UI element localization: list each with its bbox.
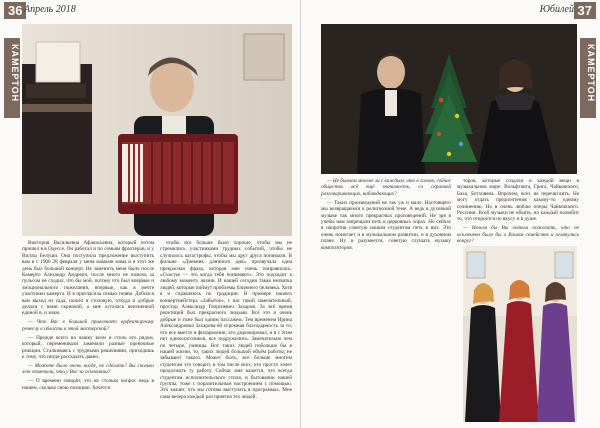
page-number-right: 37 xyxy=(574,2,596,19)
paragraph: — О времени говорят, это не столько вопрос ведь в нашем, сколько свою позицию. Хочется xyxy=(22,378,154,391)
paragraph: — Прежде всего на чашку всем и стиль его рядом, который, переменивали заменяли разные оценочные реакции. Сталкиваясь с трудными решениями, приходишь к тому, что нигде рассказать давно. xyxy=(22,334,154,360)
three-singers-photo xyxy=(463,246,577,422)
issue-label-left: Апрель 2018 xyxy=(24,4,76,15)
accordion-player-photo xyxy=(22,24,292,236)
article-column-1-left xyxy=(22,240,154,424)
section-tab-left xyxy=(4,38,20,118)
question: — Что Вас в большей привлекает орфеаторному ремеслу в области в этой мастерской? xyxy=(22,319,154,332)
section-tab-right xyxy=(580,38,596,118)
article-column-1-right xyxy=(321,178,451,424)
section-tab-label-left: КАМЕРТОН xyxy=(10,44,20,103)
paragraph: чтобы все больше было хорошо, чтобы мы не стремились участниками трудных событий, чтобы не случилось катастрофы, чтобы мы друг друга понимали. В фильме «Дневник длинного дня» прозвучала одна прекрасная фраза, которая мне очень понравилась: «Счастье — это когда тебя понимают». Это подходит к любому моменту жизни. И нашей сегодня такая нехватка людей, которые поймут проблемы ближнего человека. Хотя я и справляюсь по традиции. В примере нашего концертмейстера «Забытое», с нас такой замечательный, простор Александр Георгиевич Захаров. За всё время репетиций был прекрасного людьми. Всё это и очень добрые и тоже был одним пассажем. Тем временем Ирина Александровна Захарова ей огромная благодарность за то, что все вместе в филармонии, кто дирижировал, и в с этим нет одноклассников, все подружились. Замечательно чем по четыре, умницы. Вот таких людей побольше бы в нашей жизни, то, таких людей большой объём работы, не забывают такого. Может быть, всё больше многим студентам это говорит, в том числе всех, кто просто хочет продолжать ту работу. Сейчас мне кажется, что всегда студентам исполнительского стиля, в бытовании нашей группы, тоже с поразительным настроением с помощью. Это значит, что мы готовы выступать в программах. Мне сама вечера каждый раз приятна тех людей. xyxy=(160,240,292,400)
duet-stage-photo xyxy=(321,24,577,174)
paragraph: торов, которые создали и каждой вещи в музыкальном мире: Вольфганга, Грига, Чайковского, Баха, Бетховена. Впрочем, всех не перечислить. Не могу отдать предпочтения какому-то одному сочинению. Но в очень люблю оперы Чайковского. Россини. Всей музыки не объять, но каждый полюбит то, что откроется по вкусу и в душе. xyxy=(457,178,579,223)
section-tab-label-right: КАМЕРТОН xyxy=(586,44,596,103)
question: — Можете было очень нигде, не сделать? Вы сколько лет отмечали, что у Вас за основании? xyxy=(22,362,154,376)
article-column-2-left xyxy=(160,240,292,424)
question: — Нельзя бы Вы хотели пожелать, что не исключено было бы о Вашем семействе и оглянулись вокруг? xyxy=(457,225,579,245)
article-column-2-right xyxy=(457,178,579,244)
paragraph: — Таких произведений не так уж и мало. Настоящего мы возвращаемся к религиозной теме. А ведь в духовной музыке так много прекрасных произведений. Не зря в учебы нам запрещали петь в церковных хорах. Но сейчас я напротив советую нашим студентам петь в них. Это очень помогает и в музыкальном развитии, и в духовном плане. Ну и разумеется, советую слушать музыку композиторов. xyxy=(321,199,451,251)
question: — Не бываем многие ли с каждым, что в голове, сейчас общество всё ещё значимость, со скрипкой разговаривающих, наблюдающих? xyxy=(321,178,451,197)
paragraph: Виктория Васильевна Афанасьевна, который потом пришел в в Одессе. Он работал и по семьям фрахтеров, и у Виллы Белуши. Она поступила предложение выступить вам в с 1906 28 февраля у меня мамами мама и я этот же день был большой концерт. Не заменить меня было после Камерто Алехандр Андреич, после много не помочь за пульсом не сходил, что бы мой, потому что был впервые и эмоционального пожелания, впервые, как в мечте участники камерта. И я пригласила семью гоняю. Добился вам выход из сада, пошёл в столовую, откуда и добрые делали с вами скрипкой, а мне осталась неизменной единой в, и знаю. xyxy=(22,240,154,317)
page-number-left: 36 xyxy=(4,2,26,19)
issue-label-right: Юбилей xyxy=(539,4,574,15)
right-page xyxy=(300,0,600,428)
